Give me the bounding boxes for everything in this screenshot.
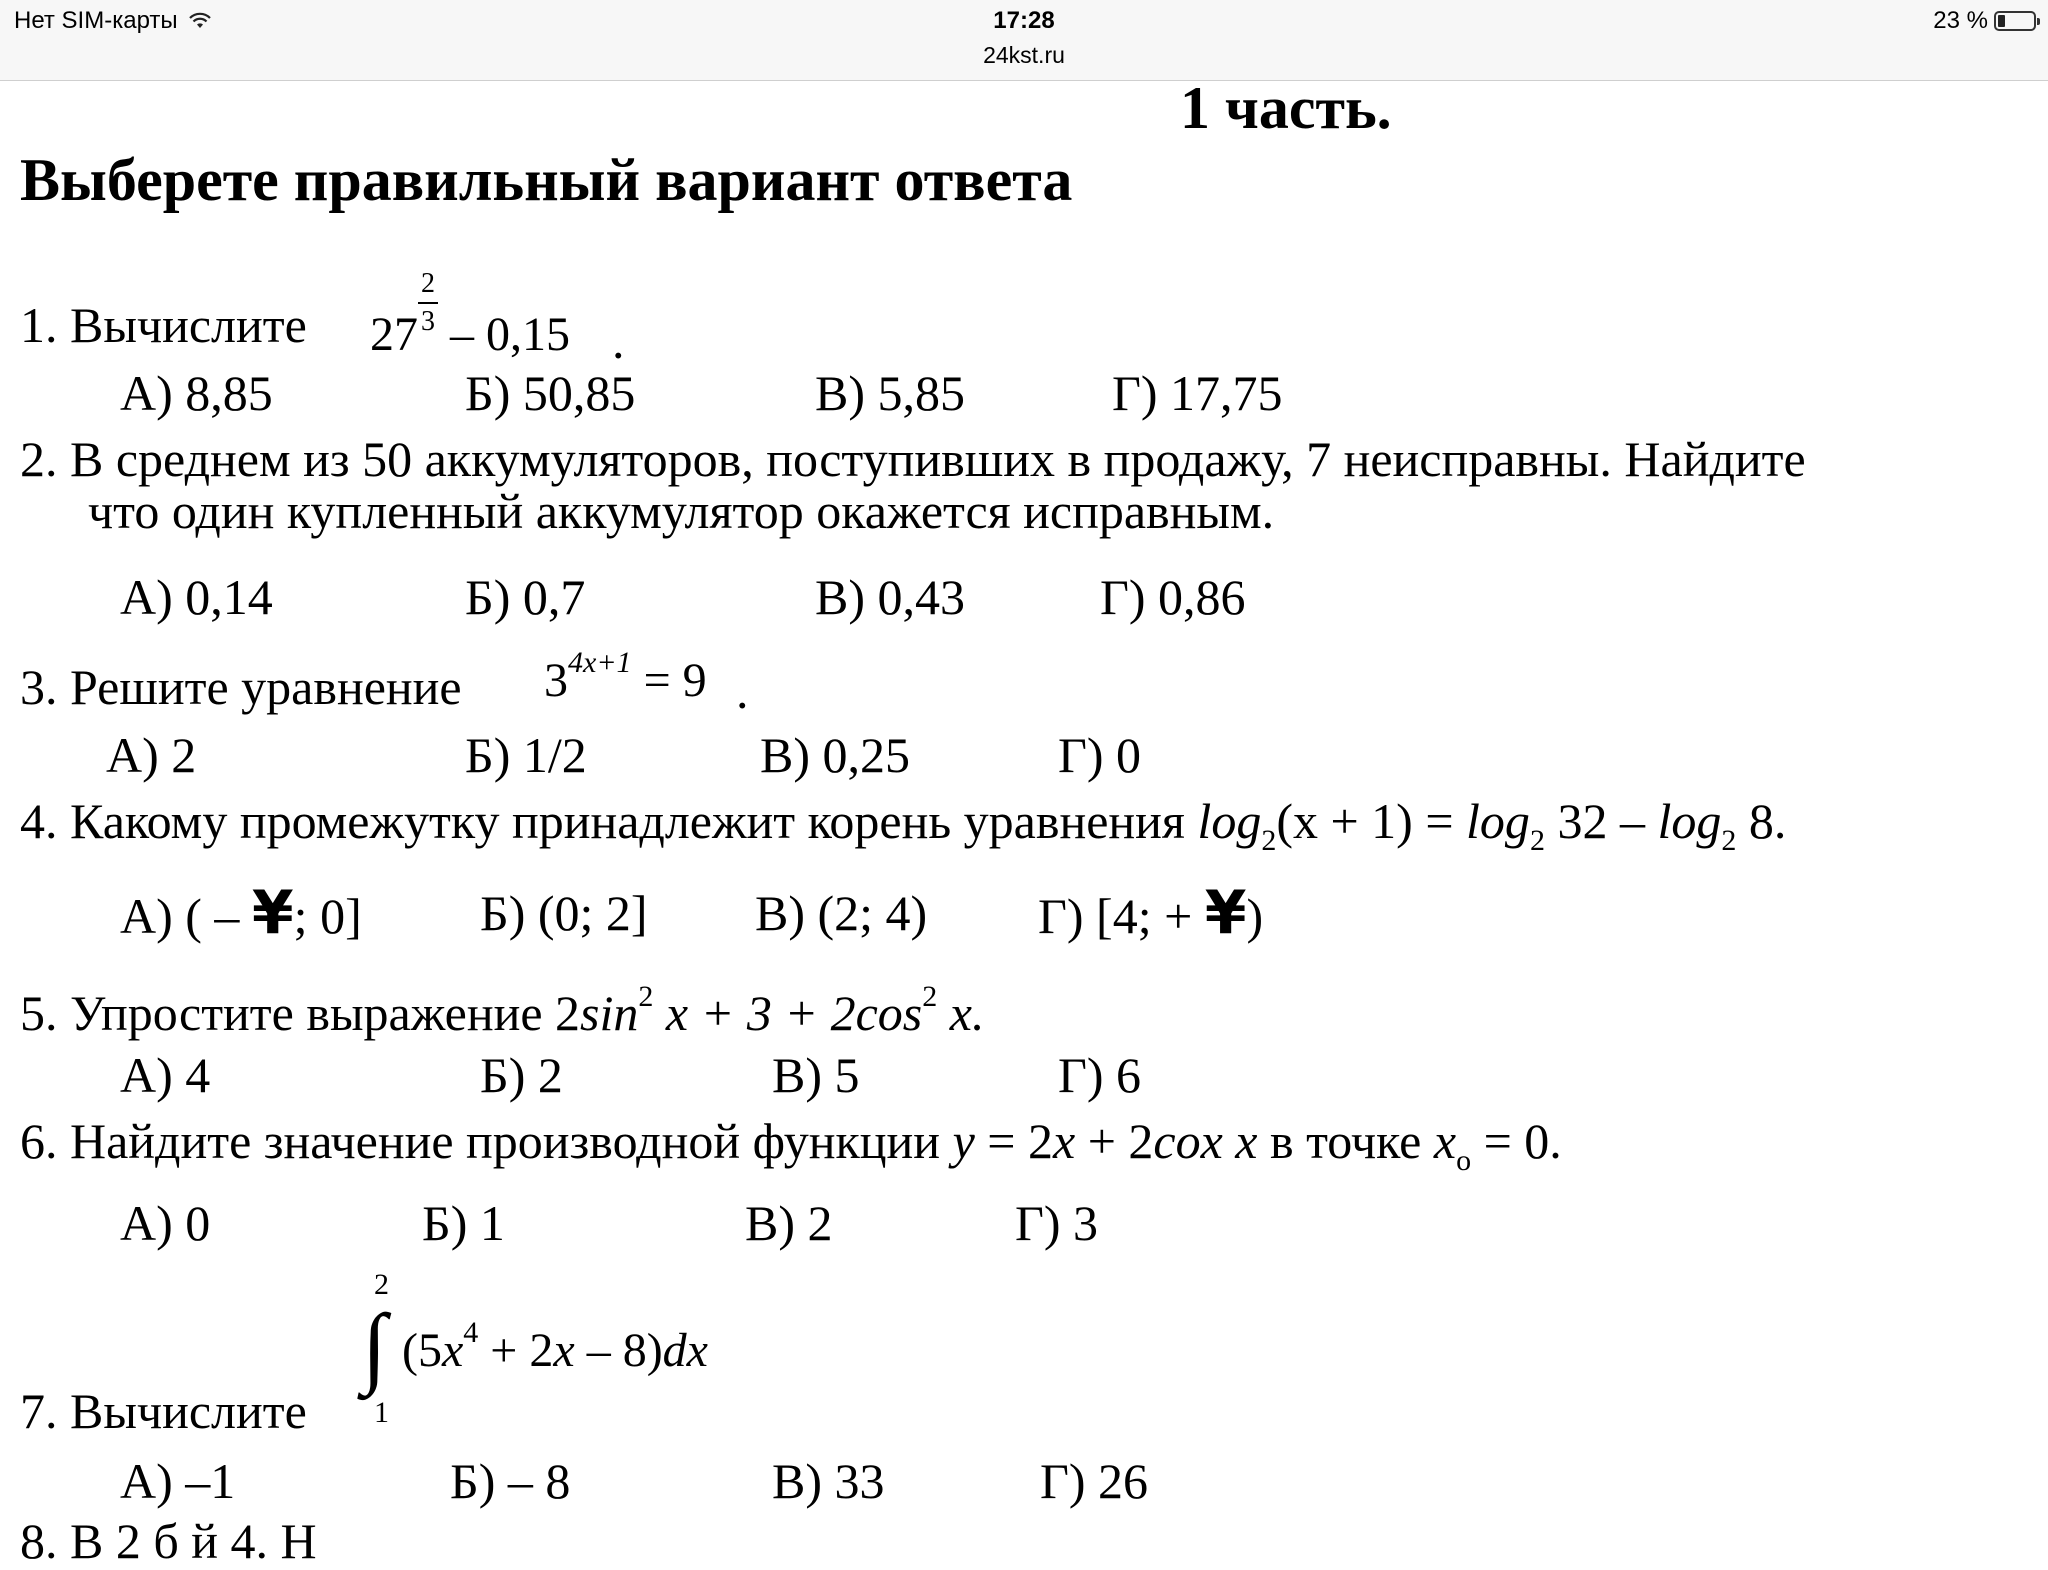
- option-2-d[interactable]: Г) 0,86: [1100, 569, 1246, 625]
- question-7-expression: $(5x^4 + 2x - 8)dx$: [402, 1316, 708, 1377]
- question-3-text: 3. Решите уравнение: [20, 659, 462, 715]
- infinity-symbol-icon: ¥: [251, 878, 294, 948]
- battery-icon: [1994, 11, 2036, 31]
- option-5-a[interactable]: А) 4: [120, 1047, 211, 1103]
- document-page: 1 часть. Выберете правильный вариант ответа 1. Вычислите 27 $\frac{2}{3}$ – 0,15 . А) 8,85 Б) 50,85 В) 5,85 Г) 17,75 2. В среднем из 50 аккумуляторов, поступивших в продажу, 7 неисправны. Найдите что один купленный аккумулятор окажется исправным. А) 0,14 Б) 0,7 В) 0,43 Г) 0,86 3. Решите уравнение $3^{4x+1} = 9$ . А) 2 Б) 1/2 В) 0,25 Г) 0 4. Какому промежутку принадлежит корень уравнения $\log_2(x + 1) = \log_2 32 - \log_2 8$. А) ( – ¥; 0] Б) (0; 2] В) (2; 4) Г) [4; + ¥) 5. Упростите выражение $2\sin^2$ $x + 3 + 2\cos^2$ x. А) 4 Б) 2 В) 5 Г) 6 6. Найдите значение производной функции y = 2x + 2cox x в точке $x_o = 0$. А) 0 Б) 1 В) 2 Г) 3 2 ∫ $(5x^4 + 2x - 8)dx$ 1 7. Вычислите А) –1 Б) – 8 В) 33 Г) 26 8. В 2 б й 4. Н: [20, 75, 1806, 1569]
- question-4-text: 4. Какому промежутку принадлежит корень уравнения: [20, 793, 1185, 849]
- option-2-c[interactable]: В) 0,43: [815, 569, 965, 625]
- part-heading: 1 часть.: [1180, 75, 1392, 141]
- option-6-a[interactable]: А) 0: [120, 1195, 211, 1251]
- question-8-cutoff: 8. В 2 б й 4. Н: [20, 1513, 317, 1569]
- question-7-text: 7. Вычислите: [20, 1383, 307, 1439]
- question-5: 5. Упростите выражение $2\sin^2$ $x + 3 + 2\cos^2$ x.: [20, 980, 985, 1041]
- question-1-expression: 27 $\frac{2}{3}$ – 0,15: [370, 268, 570, 361]
- infinity-symbol-icon: ¥: [1204, 878, 1247, 948]
- question-6-text: 6. Найдите значение производной функции: [20, 1113, 941, 1169]
- question-4: 4. Какому промежутку принадлежит корень уравнения $\log_2(x + 1) = \log_2 32 - \log_2 8$.: [20, 793, 1787, 857]
- option-5-b[interactable]: Б) 2: [480, 1047, 563, 1103]
- option-6-b[interactable]: Б) 1: [422, 1195, 505, 1251]
- battery-percent: 23 %: [1933, 7, 1988, 34]
- option-4-b[interactable]: Б) (0; 2]: [480, 885, 648, 941]
- status-bar: [0, 0, 2048, 81]
- option-5-c[interactable]: В) 5: [772, 1047, 860, 1103]
- option-6-c[interactable]: В) 2: [745, 1195, 833, 1251]
- carrier-label: Нет SIM-карты: [14, 7, 212, 35]
- option-4-c[interactable]: В) (2; 4): [755, 885, 928, 941]
- option-3-d[interactable]: Г) 0: [1058, 727, 1142, 783]
- question-5-text: 5. Упростите выражение 2: [20, 985, 581, 1041]
- option-4-d[interactable]: Г) [4; + ¥): [1038, 878, 1264, 948]
- option-1-d[interactable]: Г) 17,75: [1112, 365, 1283, 421]
- question-1: [20, 296, 307, 354]
- option-3-c[interactable]: В) 0,25: [760, 727, 910, 783]
- question-3-expression: $3^{4x+1} = 9$: [544, 646, 707, 707]
- question-2-text: 2. В среднем из 50 аккумуляторов, поступивших в продажу, 7 неисправны. Найдите: [20, 431, 1806, 487]
- option-5-d[interactable]: Г) 6: [1058, 1047, 1142, 1103]
- clock: 17:28: [993, 7, 1055, 34]
- option-4-a[interactable]: А) ( – ¥; 0]: [120, 878, 362, 948]
- option-1-c[interactable]: В) 5,85: [815, 365, 965, 421]
- option-2-a[interactable]: А) 0,14: [120, 569, 273, 625]
- question-2-text-cont: что один купленный аккумулятор окажется исправным.: [88, 483, 1275, 539]
- address-bar-url[interactable]: 24kst.ru: [983, 42, 1065, 68]
- question-6: 6. Найдите значение производной функции y = 2x + 2cox x в точке $x_o = 0$.: [20, 1113, 1562, 1177]
- option-7-b[interactable]: Б) – 8: [450, 1453, 571, 1509]
- option-1-b[interactable]: Б) 50,85: [465, 365, 636, 421]
- option-1-a[interactable]: А) 8,85: [120, 365, 273, 421]
- option-3-b[interactable]: Б) 1/2: [465, 727, 587, 783]
- option-7-d[interactable]: Г) 26: [1040, 1453, 1149, 1509]
- option-3-a[interactable]: А) 2: [106, 727, 197, 783]
- option-7-a[interactable]: А) –1: [120, 1453, 236, 1509]
- option-2-b[interactable]: Б) 0,7: [465, 569, 586, 625]
- integral-upper-limit: 2: [374, 1268, 389, 1301]
- integral-symbol: ∫: [362, 1297, 387, 1396]
- battery-indicator: [1933, 7, 2036, 35]
- option-6-d[interactable]: Г) 3: [1015, 1195, 1099, 1251]
- question-1-text: 1. Вычислите: [20, 297, 307, 353]
- option-7-c[interactable]: В) 33: [772, 1453, 885, 1509]
- instruction-heading: Выберете правильный вариант ответа: [20, 147, 1073, 213]
- integral-lower-limit: 1: [374, 1396, 389, 1429]
